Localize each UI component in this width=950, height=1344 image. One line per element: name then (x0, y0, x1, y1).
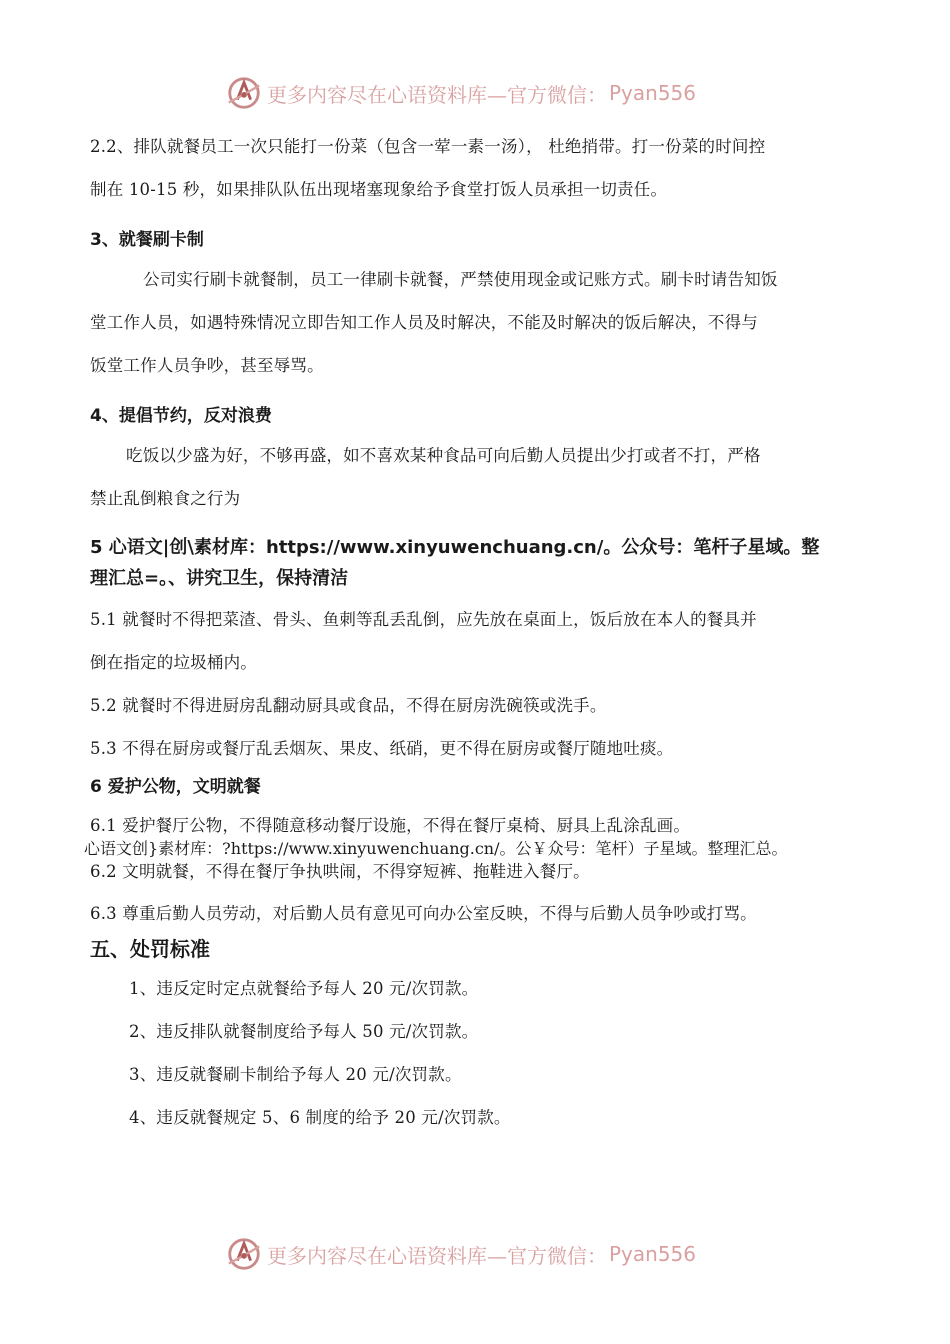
footer-banner (225, 1234, 696, 1274)
penalty-item-1: 1、违反定时定点就餐给予每人 20 元/次罚款。 (129, 979, 479, 998)
brand-logo-icon (225, 74, 263, 112)
paragraph-6-1: 6.1 爱护餐厅公物，不得随意移动餐厅设施，不得在餐厅桌椅、厨具上乱涂乱画。 (90, 816, 691, 835)
heading-3: 3、就餐刷卡制 (90, 230, 204, 250)
heading-4: 4、提倡节约，反对浪费 (90, 406, 272, 426)
inline-watermark: 心语文创}素材库：?https://www.xinyuwenchuang.cn/。公￥众号：笔杆）子星域。整理汇总。 (84, 839, 788, 858)
paragraph-5-2: 5.2 就餐时不得进厨房乱翻动厨具或食品，不得在厨房洗碗筷或洗手。 (90, 696, 607, 715)
heading-6: 6 爱护公物，文明就餐 (90, 777, 261, 797)
banner-wechat-id: Pyan556 (609, 81, 697, 105)
penalty-item-3: 3、违反就餐刷卡制给予每人 20 元/次罚款。 (129, 1065, 462, 1084)
penalty-item-2: 2、违反排队就餐制度给予每人 50 元/次罚款。 (129, 1022, 479, 1041)
paragraph-5-1-line2: 倒在指定的垃圾桶内。 (90, 653, 257, 672)
penalty-item-4: 4、违反就餐规定 5、6 制度的给予 20 元/次罚款。 (129, 1108, 511, 1127)
paragraph-5-3: 5.3 不得在厨房或餐厅乱丢烟灰、果皮、纸硝，更不得在厨房或餐厅随地吐痰。 (90, 739, 674, 758)
paragraph-3-line1: 公司实行刷卡就餐制，员工一律刷卡就餐，严禁使用现金或记账方式。刷卡时请告知饭 (143, 270, 778, 289)
paragraph-3-line2: 堂工作人员，如遇特殊情况立即告知工作人员及时解决，不能及时解决的饭后解决，不得与 (90, 313, 758, 332)
paragraph-3-line3: 饭堂工作人员争吵，甚至辱骂。 (90, 356, 324, 375)
banner-text: 更多内容尽在心语资料库—官方微信： (267, 1243, 607, 1268)
paragraph-4-line2: 禁止乱倒粮食之行为 (90, 489, 241, 508)
paragraph-5-1-line1: 5.1 就餐时不得把菜渣、骨头、鱼刺等乱丢乱倒，应先放在桌面上，饭后放在本人的餐具并 (90, 610, 757, 629)
heading-5-line2: 理汇总=。、讲究卫生，保持清洁 (90, 568, 349, 589)
banner-wechat-id: Pyan556 (609, 1242, 697, 1266)
heading-penalty: 五、处罚标准 (90, 937, 210, 961)
brand-logo-icon (225, 1235, 263, 1273)
paragraph-4-line1: 吃饭以少盛为好，不够再盛，如不喜欢某种食品可向后勤人员提出少打或者不打，严格 (126, 446, 761, 465)
paragraph-6-3: 6.3 尊重后勤人员劳动，对后勤人员有意见可向办公室反映，不得与后勤人员争吵或打骂。 (90, 904, 757, 923)
banner-text: 更多内容尽在心语资料库—官方微信： (267, 82, 607, 107)
header-banner (225, 73, 696, 113)
heading-5-line1: 5 心语文|创\素材库：https://www.xinyuwenchuang.cn/。公众号：笔杆子星域。整 (90, 537, 820, 558)
paragraph-2-2-line2: 制在 10-15 秒，如果排队队伍出现堵塞现象给予食堂打饭人员承担一切责任。 (90, 180, 668, 199)
paragraph-2-2-line1: 2.2、排队就餐员工一次只能打一份菜（包含一荤一素一汤）， 杜绝捎带。打一份菜的时间控 (90, 137, 766, 156)
paragraph-6-2: 6.2 文明就餐，不得在餐厅争执哄闹，不得穿短裤、拖鞋进入餐厅。 (90, 862, 590, 881)
